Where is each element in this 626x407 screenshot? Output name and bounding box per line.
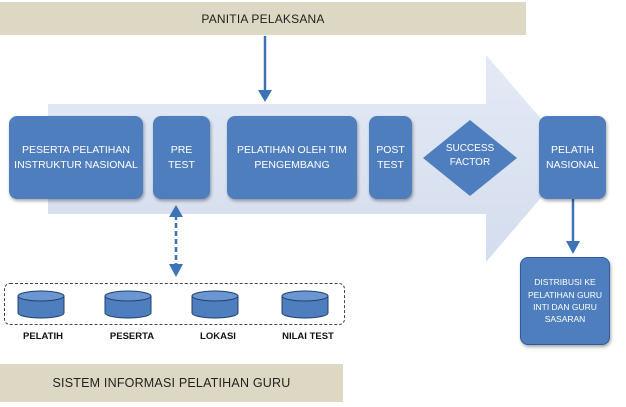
pretest-db-link-down-head	[169, 264, 183, 277]
distribusi-box	[520, 257, 610, 345]
panitia-pelaksana-label: PANITIA PELAKSANA	[201, 11, 325, 26]
step-pelatihan-tim-label: PELATIHAN OLEH TIM PENGEMBANG	[237, 144, 347, 171]
success-factor-label: SUCCESS FACTOR	[445, 143, 495, 168]
database-label-peserta: PESERTA	[109, 331, 155, 342]
sistem-informasi-label: SISTEM INFORMASI PELATIHAN GURU	[52, 376, 291, 390]
pelatih-nasional-box	[539, 116, 606, 199]
step-pelatihan-tim-pengembang	[227, 116, 357, 199]
step-pre-test	[153, 116, 210, 199]
database-label-nilai-test: NILAI TEST	[282, 331, 334, 342]
step-post-test-label: POST TEST	[376, 144, 405, 171]
step-peserta-pelatihan	[9, 116, 143, 199]
distribusi-label: DISTRIBUSI KE PELATIHAN GURU INTI DAN GURU SASARAN	[528, 277, 602, 325]
step-peserta-pelatihan-label: PESERTA PELATIHAN INSTRUKTUR NASIONAL	[14, 144, 138, 171]
down-arrow-from-panitia-head	[258, 90, 272, 102]
database-label-pelatih: PELATIH	[23, 331, 63, 342]
sistem-informasi-banner	[0, 364, 343, 402]
step-post-test	[369, 116, 412, 199]
down-arrow-to-distribusi-head	[566, 241, 580, 254]
pelatih-nasional-label: PELATIH NASIONAL	[545, 144, 600, 171]
database-group	[4, 283, 345, 325]
database-label-lokasi: LOKASI	[200, 331, 236, 342]
step-pre-test-label: PRE TEST	[168, 144, 195, 171]
